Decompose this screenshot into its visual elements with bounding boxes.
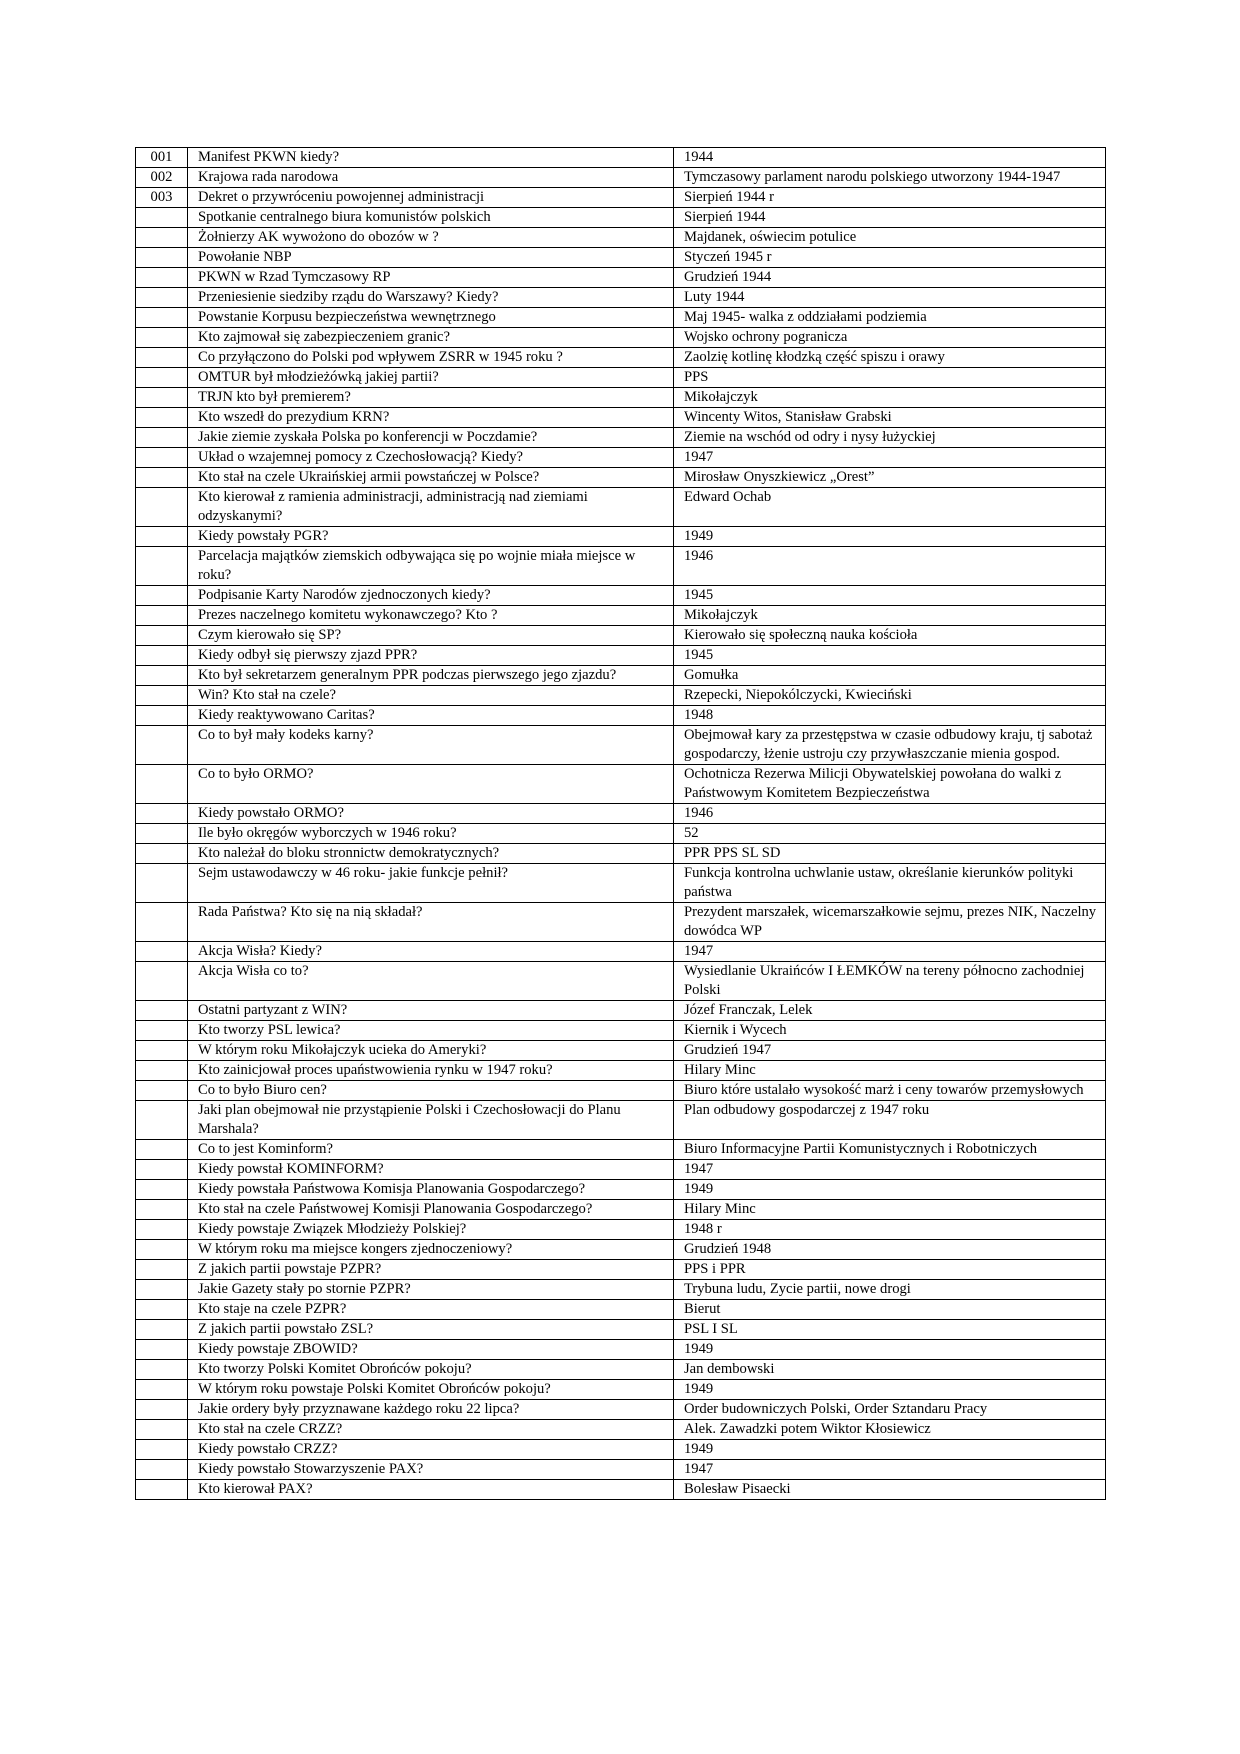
table-row (136, 1200, 1106, 1220)
answer-cell: 1945 (674, 646, 1106, 666)
table-row (136, 1400, 1106, 1420)
row-number-cell (136, 1160, 188, 1180)
row-number-cell (136, 586, 188, 606)
table-row (136, 208, 1106, 228)
question-cell: Kiedy powstaje Związek Młodzieży Polskiej? (188, 1220, 674, 1240)
table-row (136, 1001, 1106, 1021)
answer-cell: Ziemie na wschód od odry i nysy łużyckiej (674, 428, 1106, 448)
question-cell: Co to było Biuro cen? (188, 1081, 674, 1101)
table-row (136, 168, 1106, 188)
answer-cell: Kiernik i Wycech (674, 1021, 1106, 1041)
question-cell: Jakie ziemie zyskała Polska po konferencji w Poczdamie? (188, 428, 674, 448)
questions-table-body (136, 148, 1106, 1500)
row-number-cell (136, 1420, 188, 1440)
question-cell: Kto stał na czele Państwowej Komisji Planowania Gospodarczego? (188, 1200, 674, 1220)
question-cell: Przeniesienie siedziby rządu do Warszawy? Kiedy? (188, 288, 674, 308)
table-row (136, 765, 1106, 804)
question-cell: Jaki plan obejmował nie przystąpienie Polski i Czechosłowacji do Planu Marshala? (188, 1101, 674, 1140)
row-number-cell (136, 1021, 188, 1041)
answer-cell: Jan dembowski (674, 1360, 1106, 1380)
table-row (136, 726, 1106, 765)
answer-cell: Sierpień 1944 r (674, 188, 1106, 208)
question-cell: Układ o wzajemnej pomocy z Czechosłowacją? Kiedy? (188, 448, 674, 468)
question-cell: Kto stał na czele Ukraińskiej armii powstańczej w Polsce? (188, 468, 674, 488)
question-cell: Spotkanie centralnego biura komunistów polskich (188, 208, 674, 228)
row-number-cell (136, 844, 188, 864)
table-row (136, 268, 1106, 288)
question-cell: W którym roku ma miejsce kongers zjednoczeniowy? (188, 1240, 674, 1260)
question-cell: Z jakich partii powstaje PZPR? (188, 1260, 674, 1280)
table-row (136, 1140, 1106, 1160)
answer-cell: Funkcja kontrolna uchwlanie ustaw, określanie kierunków polityki państwa (674, 864, 1106, 903)
row-number-cell (136, 1320, 188, 1340)
question-cell: Powołanie NBP (188, 248, 674, 268)
row-number-cell (136, 1480, 188, 1500)
row-number-cell: 001 (136, 148, 188, 168)
table-row (136, 626, 1106, 646)
row-number-cell (136, 824, 188, 844)
table-row (136, 188, 1106, 208)
table-row (136, 288, 1106, 308)
row-number-cell (136, 804, 188, 824)
table-row (136, 328, 1106, 348)
answer-cell: Ochotnicza Rezerwa Milicji Obywatelskiej powołana do walki z Państwowym Komitetem Bezpieczeństwa (674, 765, 1106, 804)
answer-cell: Grudzień 1948 (674, 1240, 1106, 1260)
question-cell: Rada Państwa? Kto się na nią składał? (188, 903, 674, 942)
question-cell: Manifest PKWN kiedy? (188, 148, 674, 168)
row-number-cell (136, 1380, 188, 1400)
question-cell: Kiedy powstała Państwowa Komisja Planowania Gospodarczego? (188, 1180, 674, 1200)
row-number-cell (136, 308, 188, 328)
question-cell: Kiedy powstało Stowarzyszenie PAX? (188, 1460, 674, 1480)
table-row (136, 148, 1106, 168)
row-number-cell (136, 368, 188, 388)
question-cell: Z jakich partii powstało ZSL? (188, 1320, 674, 1340)
answer-cell: 1946 (674, 804, 1106, 824)
answer-cell: Bierut (674, 1300, 1106, 1320)
table-row (136, 308, 1106, 328)
questions-table (135, 147, 1106, 1500)
row-number-cell (136, 726, 188, 765)
table-row (136, 804, 1106, 824)
question-cell: Win? Kto stał na czele? (188, 686, 674, 706)
table-row (136, 586, 1106, 606)
row-number-cell (136, 962, 188, 1001)
question-cell: Co to było ORMO? (188, 765, 674, 804)
question-cell: Co to był mały kodeks karny? (188, 726, 674, 765)
answer-cell: 1948 (674, 706, 1106, 726)
answer-cell: Gomułka (674, 666, 1106, 686)
row-number-cell (136, 1081, 188, 1101)
question-cell: Kto zainicjował proces upaństwowienia rynku w 1947 roku? (188, 1061, 674, 1081)
table-row (136, 903, 1106, 942)
row-number-cell (136, 1360, 188, 1380)
table-row (136, 942, 1106, 962)
answer-cell: Order budowniczych Polski, Order Sztandaru Pracy (674, 1400, 1106, 1420)
question-cell: Powstanie Korpusu bezpieczeństwa wewnętrznego (188, 308, 674, 328)
row-number-cell (136, 903, 188, 942)
question-cell: Co przyłączono do Polski pod wpływem ZSRR w 1945 roku ? (188, 348, 674, 368)
row-number-cell (136, 1260, 188, 1280)
answer-cell: Kierowało się społeczną nauka kościoła (674, 626, 1106, 646)
table-row (136, 1021, 1106, 1041)
answer-cell: Maj 1945- walka z oddziałami podziemia (674, 308, 1106, 328)
question-cell: Ile było okręgów wyborczych w 1946 roku? (188, 824, 674, 844)
question-cell: Kto tworzy Polski Komitet Obrońców pokoju? (188, 1360, 674, 1380)
table-row (136, 527, 1106, 547)
answer-cell: PPS (674, 368, 1106, 388)
row-number-cell (136, 248, 188, 268)
question-cell: Kto staje na czele PZPR? (188, 1300, 674, 1320)
answer-cell: 1944 (674, 148, 1106, 168)
question-cell: Kto wszedł do prezydium KRN? (188, 408, 674, 428)
table-row (136, 1320, 1106, 1340)
answer-cell: Alek. Zawadzki potem Wiktor Kłosiewicz (674, 1420, 1106, 1440)
answer-cell: Prezydent marszałek, wicemarszałkowie sejmu, prezes NIK, Naczelny dowódca WP (674, 903, 1106, 942)
row-number-cell (136, 1400, 188, 1420)
table-row (136, 1300, 1106, 1320)
row-number-cell (136, 408, 188, 428)
answer-cell: Mikołajczyk (674, 606, 1106, 626)
answer-cell: Obejmował kary za przestępstwa w czasie odbudowy kraju, tj sabotaż gospodarczy, łżenie ustroju czy przywłaszczanie mienia gospod. (674, 726, 1106, 765)
row-number-cell (136, 1220, 188, 1240)
table-row (136, 1480, 1106, 1500)
row-number-cell (136, 1001, 188, 1021)
question-cell: Kto należał do bloku stronnictw demokratycznych? (188, 844, 674, 864)
question-cell: Ostatni partyzant z WIN? (188, 1001, 674, 1021)
answer-cell: 1946 (674, 547, 1106, 586)
table-row (136, 388, 1106, 408)
question-cell: Prezes naczelnego komitetu wykonawczego? Kto ? (188, 606, 674, 626)
table-row (136, 468, 1106, 488)
row-number-cell (136, 1041, 188, 1061)
question-cell: Parcelacja majątków ziemskich odbywająca się po wojnie miała miejsce w roku? (188, 547, 674, 586)
question-cell: Co to jest Kominform? (188, 1140, 674, 1160)
table-row (136, 1061, 1106, 1081)
question-cell: TRJN kto był premierem? (188, 388, 674, 408)
answer-cell: Grudzień 1947 (674, 1041, 1106, 1061)
question-cell: Dekret o przywróceniu powojennej administracji (188, 188, 674, 208)
answer-cell: Mirosław Onyszkiewicz „Orest” (674, 468, 1106, 488)
question-cell: Kiedy powstały PGR? (188, 527, 674, 547)
table-row (136, 448, 1106, 468)
table-row (136, 1360, 1106, 1380)
table-row (136, 1081, 1106, 1101)
table-row (136, 1240, 1106, 1260)
table-row (136, 1220, 1106, 1240)
row-number-cell (136, 1300, 188, 1320)
answer-cell: Luty 1944 (674, 288, 1106, 308)
table-row (136, 1460, 1106, 1480)
table-row (136, 488, 1106, 527)
row-number-cell (136, 388, 188, 408)
row-number-cell (136, 1180, 188, 1200)
answer-cell: 1949 (674, 1180, 1106, 1200)
question-cell: Kiedy powstaje ZBOWID? (188, 1340, 674, 1360)
row-number-cell: 003 (136, 188, 188, 208)
question-cell: W którym roku powstaje Polski Komitet Obrońców pokoju? (188, 1380, 674, 1400)
table-row (136, 1101, 1106, 1140)
table-row (136, 248, 1106, 268)
row-number-cell (136, 1460, 188, 1480)
table-row (136, 686, 1106, 706)
answer-cell: Grudzień 1944 (674, 268, 1106, 288)
row-number-cell (136, 488, 188, 527)
answer-cell: Hilary Minc (674, 1061, 1106, 1081)
answer-cell: Zaolzię kotlinę kłodzką część spiszu i orawy (674, 348, 1106, 368)
question-cell: Podpisanie Karty Narodów zjednoczonych kiedy? (188, 586, 674, 606)
table-row (136, 1041, 1106, 1061)
row-number-cell (136, 428, 188, 448)
row-number-cell (136, 228, 188, 248)
answer-cell: 1949 (674, 1440, 1106, 1460)
question-cell: Kiedy powstało ORMO? (188, 804, 674, 824)
row-number-cell (136, 1140, 188, 1160)
answer-cell: Wysiedlanie Ukraińców I ŁEMKÓW na tereny północno zachodniej Polski (674, 962, 1106, 1001)
row-number-cell (136, 1200, 188, 1220)
table-row (136, 1340, 1106, 1360)
row-number-cell (136, 942, 188, 962)
table-row (136, 368, 1106, 388)
question-cell: Jakie ordery były przyznawane każdego roku 22 lipca? (188, 1400, 674, 1420)
table-row (136, 706, 1106, 726)
row-number-cell (136, 1061, 188, 1081)
answer-cell: Hilary Minc (674, 1200, 1106, 1220)
question-cell: Kto stał na czele CRZZ? (188, 1420, 674, 1440)
answer-cell: PSL I SL (674, 1320, 1106, 1340)
answer-cell: Edward Ochab (674, 488, 1106, 527)
question-cell: Kiedy reaktywowano Caritas? (188, 706, 674, 726)
table-row (136, 962, 1106, 1001)
table-row (136, 1380, 1106, 1400)
row-number-cell (136, 706, 188, 726)
row-number-cell (136, 448, 188, 468)
answer-cell: 1947 (674, 1160, 1106, 1180)
answer-cell: PPS i PPR (674, 1260, 1106, 1280)
answer-cell: PPR PPS SL SD (674, 844, 1106, 864)
row-number-cell (136, 468, 188, 488)
table-row (136, 844, 1106, 864)
question-cell: Akcja Wisła co to? (188, 962, 674, 1001)
answer-cell: Trybuna ludu, Zycie partii, nowe drogi (674, 1280, 1106, 1300)
table-row (136, 1280, 1106, 1300)
table-row (136, 646, 1106, 666)
table-row (136, 547, 1106, 586)
row-number-cell: 002 (136, 168, 188, 188)
question-cell: Kto był sekretarzem generalnym PPR podczas pierwszego jego zjazdu? (188, 666, 674, 686)
answer-cell: Bolesław Pisaecki (674, 1480, 1106, 1500)
row-number-cell (136, 1340, 188, 1360)
answer-cell: Biuro Informacyjne Partii Komunistycznych i Robotniczych (674, 1140, 1106, 1160)
table-row (136, 864, 1106, 903)
answer-cell: 1945 (674, 586, 1106, 606)
question-cell: Akcja Wisła? Kiedy? (188, 942, 674, 962)
answer-cell: Plan odbudowy gospodarczej z 1947 roku (674, 1101, 1106, 1140)
row-number-cell (136, 208, 188, 228)
question-cell: Kto tworzy PSL lewica? (188, 1021, 674, 1041)
question-cell: Krajowa rada narodowa (188, 168, 674, 188)
row-number-cell (136, 606, 188, 626)
question-cell: Jakie Gazety stały po stornie PZPR? (188, 1280, 674, 1300)
row-number-cell (136, 686, 188, 706)
answer-cell: 1949 (674, 1380, 1106, 1400)
question-cell: Czym kierowało się SP? (188, 626, 674, 646)
answer-cell: Mikołajczyk (674, 388, 1106, 408)
question-cell: W którym roku Mikołajczyk ucieka do Ameryki? (188, 1041, 674, 1061)
answer-cell: Wojsko ochrony pogranicza (674, 328, 1106, 348)
answer-cell: Tymczasowy parlament narodu polskiego utworzony 1944-1947 (674, 168, 1106, 188)
answer-cell: 1947 (674, 942, 1106, 962)
table-row (136, 228, 1106, 248)
answer-cell: 1949 (674, 1340, 1106, 1360)
row-number-cell (136, 626, 188, 646)
table-row (136, 824, 1106, 844)
row-number-cell (136, 1280, 188, 1300)
table-row (136, 1420, 1106, 1440)
answer-cell: 1947 (674, 448, 1106, 468)
answer-cell: Józef Franczak, Lelek (674, 1001, 1106, 1021)
answer-cell: 1948 r (674, 1220, 1106, 1240)
row-number-cell (136, 666, 188, 686)
row-number-cell (136, 328, 188, 348)
table-row (136, 1440, 1106, 1460)
table-row (136, 428, 1106, 448)
row-number-cell (136, 1440, 188, 1460)
row-number-cell (136, 864, 188, 903)
answer-cell: Styczeń 1945 r (674, 248, 1106, 268)
row-number-cell (136, 1101, 188, 1140)
table-row (136, 348, 1106, 368)
answer-cell: Wincenty Witos, Stanisław Grabski (674, 408, 1106, 428)
table-row (136, 1180, 1106, 1200)
row-number-cell (136, 1240, 188, 1260)
answer-cell: Sierpień 1944 (674, 208, 1106, 228)
row-number-cell (136, 646, 188, 666)
answer-cell: Rzepecki, Niepokólczycki, Kwieciński (674, 686, 1106, 706)
row-number-cell (136, 527, 188, 547)
row-number-cell (136, 268, 188, 288)
table-row (136, 1260, 1106, 1280)
row-number-cell (136, 288, 188, 308)
question-cell: Kiedy powstało CRZZ? (188, 1440, 674, 1460)
question-cell: Żołnierzy AK wywożono do obozów w ? (188, 228, 674, 248)
question-cell: Kto zajmował się zabezpieczeniem granic? (188, 328, 674, 348)
question-cell: Kiedy odbył się pierwszy zjazd PPR? (188, 646, 674, 666)
question-cell: Kto kierował z ramienia administracji, administracją nad ziemiami odzyskanymi? (188, 488, 674, 527)
answer-cell: Majdanek, oświecim potulice (674, 228, 1106, 248)
table-row (136, 666, 1106, 686)
answer-cell: 1947 (674, 1460, 1106, 1480)
row-number-cell (136, 765, 188, 804)
answer-cell: 1949 (674, 527, 1106, 547)
row-number-cell (136, 547, 188, 586)
table-row (136, 408, 1106, 428)
question-cell: Kto kierował PAX? (188, 1480, 674, 1500)
answer-cell: 52 (674, 824, 1106, 844)
table-row (136, 606, 1106, 626)
row-number-cell (136, 348, 188, 368)
table-row (136, 1160, 1106, 1180)
question-cell: PKWN w Rzad Tymczasowy RP (188, 268, 674, 288)
answer-cell: Biuro które ustalało wysokość marż i ceny towarów przemysłowych (674, 1081, 1106, 1101)
question-cell: OMTUR był młodzieżówką jakiej partii? (188, 368, 674, 388)
question-cell: Kiedy powstał KOMINFORM? (188, 1160, 674, 1180)
question-cell: Sejm ustawodawczy w 46 roku- jakie funkcje pełnił? (188, 864, 674, 903)
